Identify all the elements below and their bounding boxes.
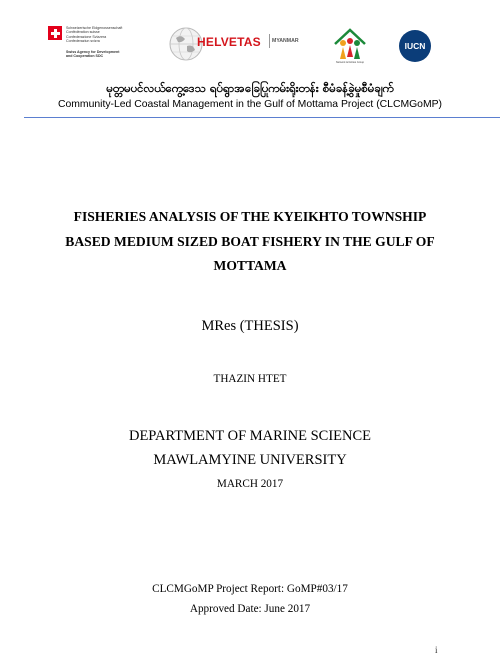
page-number: i [435,645,438,655]
submission-date: MARCH 2017 [216,478,284,490]
swiss-sdc-logo [48,26,123,70]
myanmar-project-title: မုတ္တမပင်လယ်ကွေ့ဒေသ ရပ်ရွာအခြေပြုကမ်းရိုးတန်း စီမံခန့်ခွဲမှုစီမံချက် [106,81,394,95]
network-caption: Network Activities Group [335,61,365,64]
english-project-title: Community-Led Coastal Management in the Gulf of Mottama Project (CLCMGoMP) [57,99,443,110]
logo-row [0,20,500,70]
thesis-title [40,205,460,279]
header-divider [24,117,500,118]
degree-label: MRes (THESIS) [201,318,299,334]
thesis-title-line: BASED MEDIUM SIZED BOAT FISHERY IN THE GULF OF [65,233,435,249]
swiss-logo-text: Schweizerische Eidgenossenschaft Confédération suisse Confederazione Svizzera Confederaziun svizra [66,26,123,43]
author-name: THAZIN HTET [213,373,287,385]
thesis-title-line: FISHERIES ANALYSIS OF THE KYEIKHTO TOWNSHIP [73,209,427,224]
helvetas-logo [168,24,298,66]
thesis-title-line: MOTTAMA [213,258,287,273]
iucn-logo-text: IUCN [404,41,426,51]
swiss-flag-icon [48,26,62,40]
helvetas-name: HELVETAS [197,35,261,49]
department-name: DEPARTMENT OF MARINE SCIENCE [128,428,372,444]
helvetas-country: MYANMAR [272,38,299,44]
approved-date: Approved Date: June 2017 [189,603,311,615]
helvetas-divider [269,34,270,48]
project-report-number: CLCMGoMP Project Report: GoMP#03/17 [152,583,348,595]
sdc-agency-text: Swiss Agency for Development and Cooperation SDC [66,50,120,59]
university-name: MAWLAMYINE UNIVERSITY [153,452,347,468]
